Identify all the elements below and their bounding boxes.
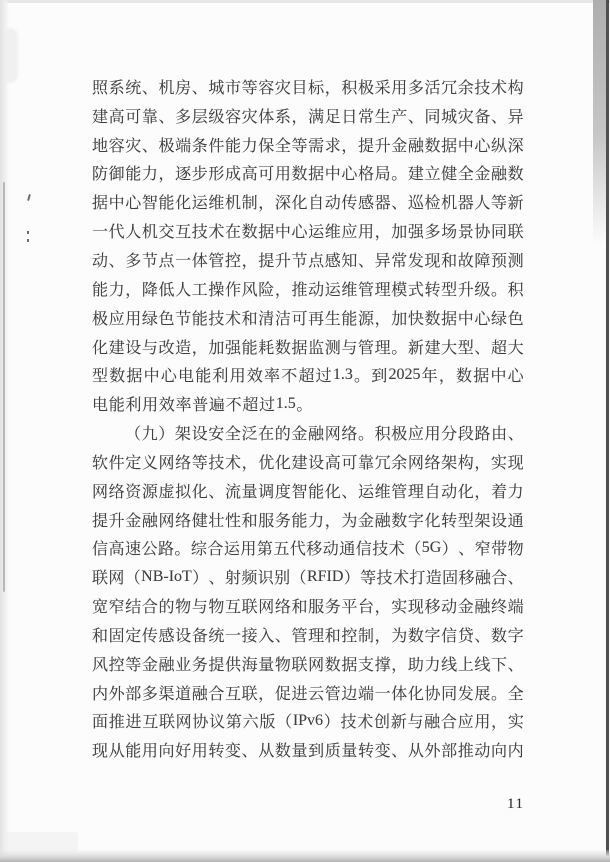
text-line: 地 容 灾 、 极 端 条 件 能 力 保 全 等 需 求 ， 提 升 金 融 数 据 中 心 纵 深 xyxy=(92,137,524,155)
text-line: 极 应 用 绿 色 节 能 技 术 和 清 洁 可 再 生 能 源 ， 加 快 数 据 中 心 绿 色 xyxy=(92,310,524,328)
text-line: 风 控 等 金 融 业 务 提 供 海 量 物 联 网 数 据 支 撑 ， 助 力 线 上 线 下 、 xyxy=(92,656,524,674)
page-number: 11 xyxy=(507,796,525,812)
scan-mark-tick xyxy=(27,194,31,201)
scan-mark-dot xyxy=(27,231,29,234)
text-line: 内 外 部 多 渠 道 融 合 互 联 ， 促 进 云 管 边 端 一 体 化 协 同 发 展 。 全 xyxy=(92,685,524,703)
text-line: 现 从 能 用 向 好 用 转 变 、 从 数 量 到 质 量 转 变 、 从 外 部 推 动 向 内 xyxy=(92,743,524,761)
text-line: 和 固 定 传 感 设 备 统 一 接 入 、 管 理 和 控 制 ， 为 数 字 信 贷 、 数 字 xyxy=(92,627,524,645)
text-line: 宽 窄 结 合 的 物 与 物 互 联 网 络 和 服 务 平 台 ， 实 现 移 动 金 融 终 端 xyxy=(92,599,524,617)
document-text-block xyxy=(92,72,524,764)
text-line: 型 数 据 中 心 电 能 利 用 效 率 不 超 过 1.3 。 到 2025 年 ， 数 据 中 心 xyxy=(92,365,524,386)
text-line: 一 代 人 机 交 互 技 术 在 数 据 中 心 运 维 应 用 ， 加 强 多 场 景 协 同 联 xyxy=(92,224,524,242)
text-line: 防 御 能 力 ， 逐 步 形 成 高 可 用 数 据 中 心 格 局 。 建 立 健 全 金 融 数 xyxy=(92,166,524,184)
text-line: 化 建 设 与 改 造 ， 加 强 能 耗 数 据 监 测 与 管 理 。 新 建 大 型 、 超 大 xyxy=(92,339,524,357)
text-line: 建 高 可 靠 、 多 层 级 容 灾 体 系 ， 满 足 日 常 生 产 、 同 城 灾 备 、 异 xyxy=(92,108,524,126)
text-line: 电 能 利 用 效 率 普 遍 不 超 过 1.5 。 xyxy=(92,394,313,415)
scan-edge-top xyxy=(0,0,610,3)
text-line: 信 高 速 公 路 。 综 合 运 用 第 五 代 移 动 通 信 技 术 （ 5G ） 、 窄 带 物 xyxy=(92,538,524,559)
text-line: 网 络 资 源 虚 拟 化 、 流 量 调 度 智 能 化 、 运 维 管 理 自 动 化 ， 着 力 xyxy=(92,483,524,501)
text-line: 据 中 心 智 能 化 运 维 机 制 ， 深 化 自 动 传 感 器 、 巡 检 机 器 人 等 新 xyxy=(92,195,524,213)
text-line: 动 、 多 节 点 一 体 管 控 ， 提 升 节 点 感 知 、 异 常 发 现 和 故 障 预 测 xyxy=(92,252,524,270)
text-line: 面 推 进 互 联 网 协 议 第 六 版 （ IPv6 ） 技 术 创 新 与 融 合 应 用 ， 实 xyxy=(92,711,524,732)
text-line: （ 九 ） 架 设 安 全 泛 在 的 金 融 网 络 。 积 极 应 用 分 段 路 由 、 xyxy=(125,426,524,444)
scan-edge-right-shadow xyxy=(593,0,607,245)
text-line: 软 件 定 义 网 络 等 技 术 ， 优 化 建 设 高 可 靠 冗 余 网 络 架 构 ， 实 现 xyxy=(92,454,524,472)
scan-edge-bottom xyxy=(0,850,610,862)
scan-edge-left-line xyxy=(3,182,5,592)
text-line: 照 系 统 、 机 房 、 城 市 等 容 灾 目 标 ， 积 极 采 用 多 活 冗 余 技 术 构 xyxy=(92,79,524,97)
scan-patch-bottom-left xyxy=(0,832,78,852)
text-line: 联 网 （ NB-IoT ） 、 射 频 识 别 （ RFID ） 等 技 术 打 造 固 移 融 合 、 xyxy=(92,567,524,588)
scan-mark-dot xyxy=(27,239,29,242)
text-line: 能 力 ， 降 低 人 工 操 作 风 险 ， 推 动 运 维 管 理 模 式 转 型 升 级 。 积 xyxy=(92,281,524,299)
text-line: 提 升 金 融 网 络 健 壮 性 和 服 务 能 力 ， 为 金 融 数 字 化 转 型 架 设 通 xyxy=(92,512,524,530)
scan-edge-right-line xyxy=(606,0,609,858)
